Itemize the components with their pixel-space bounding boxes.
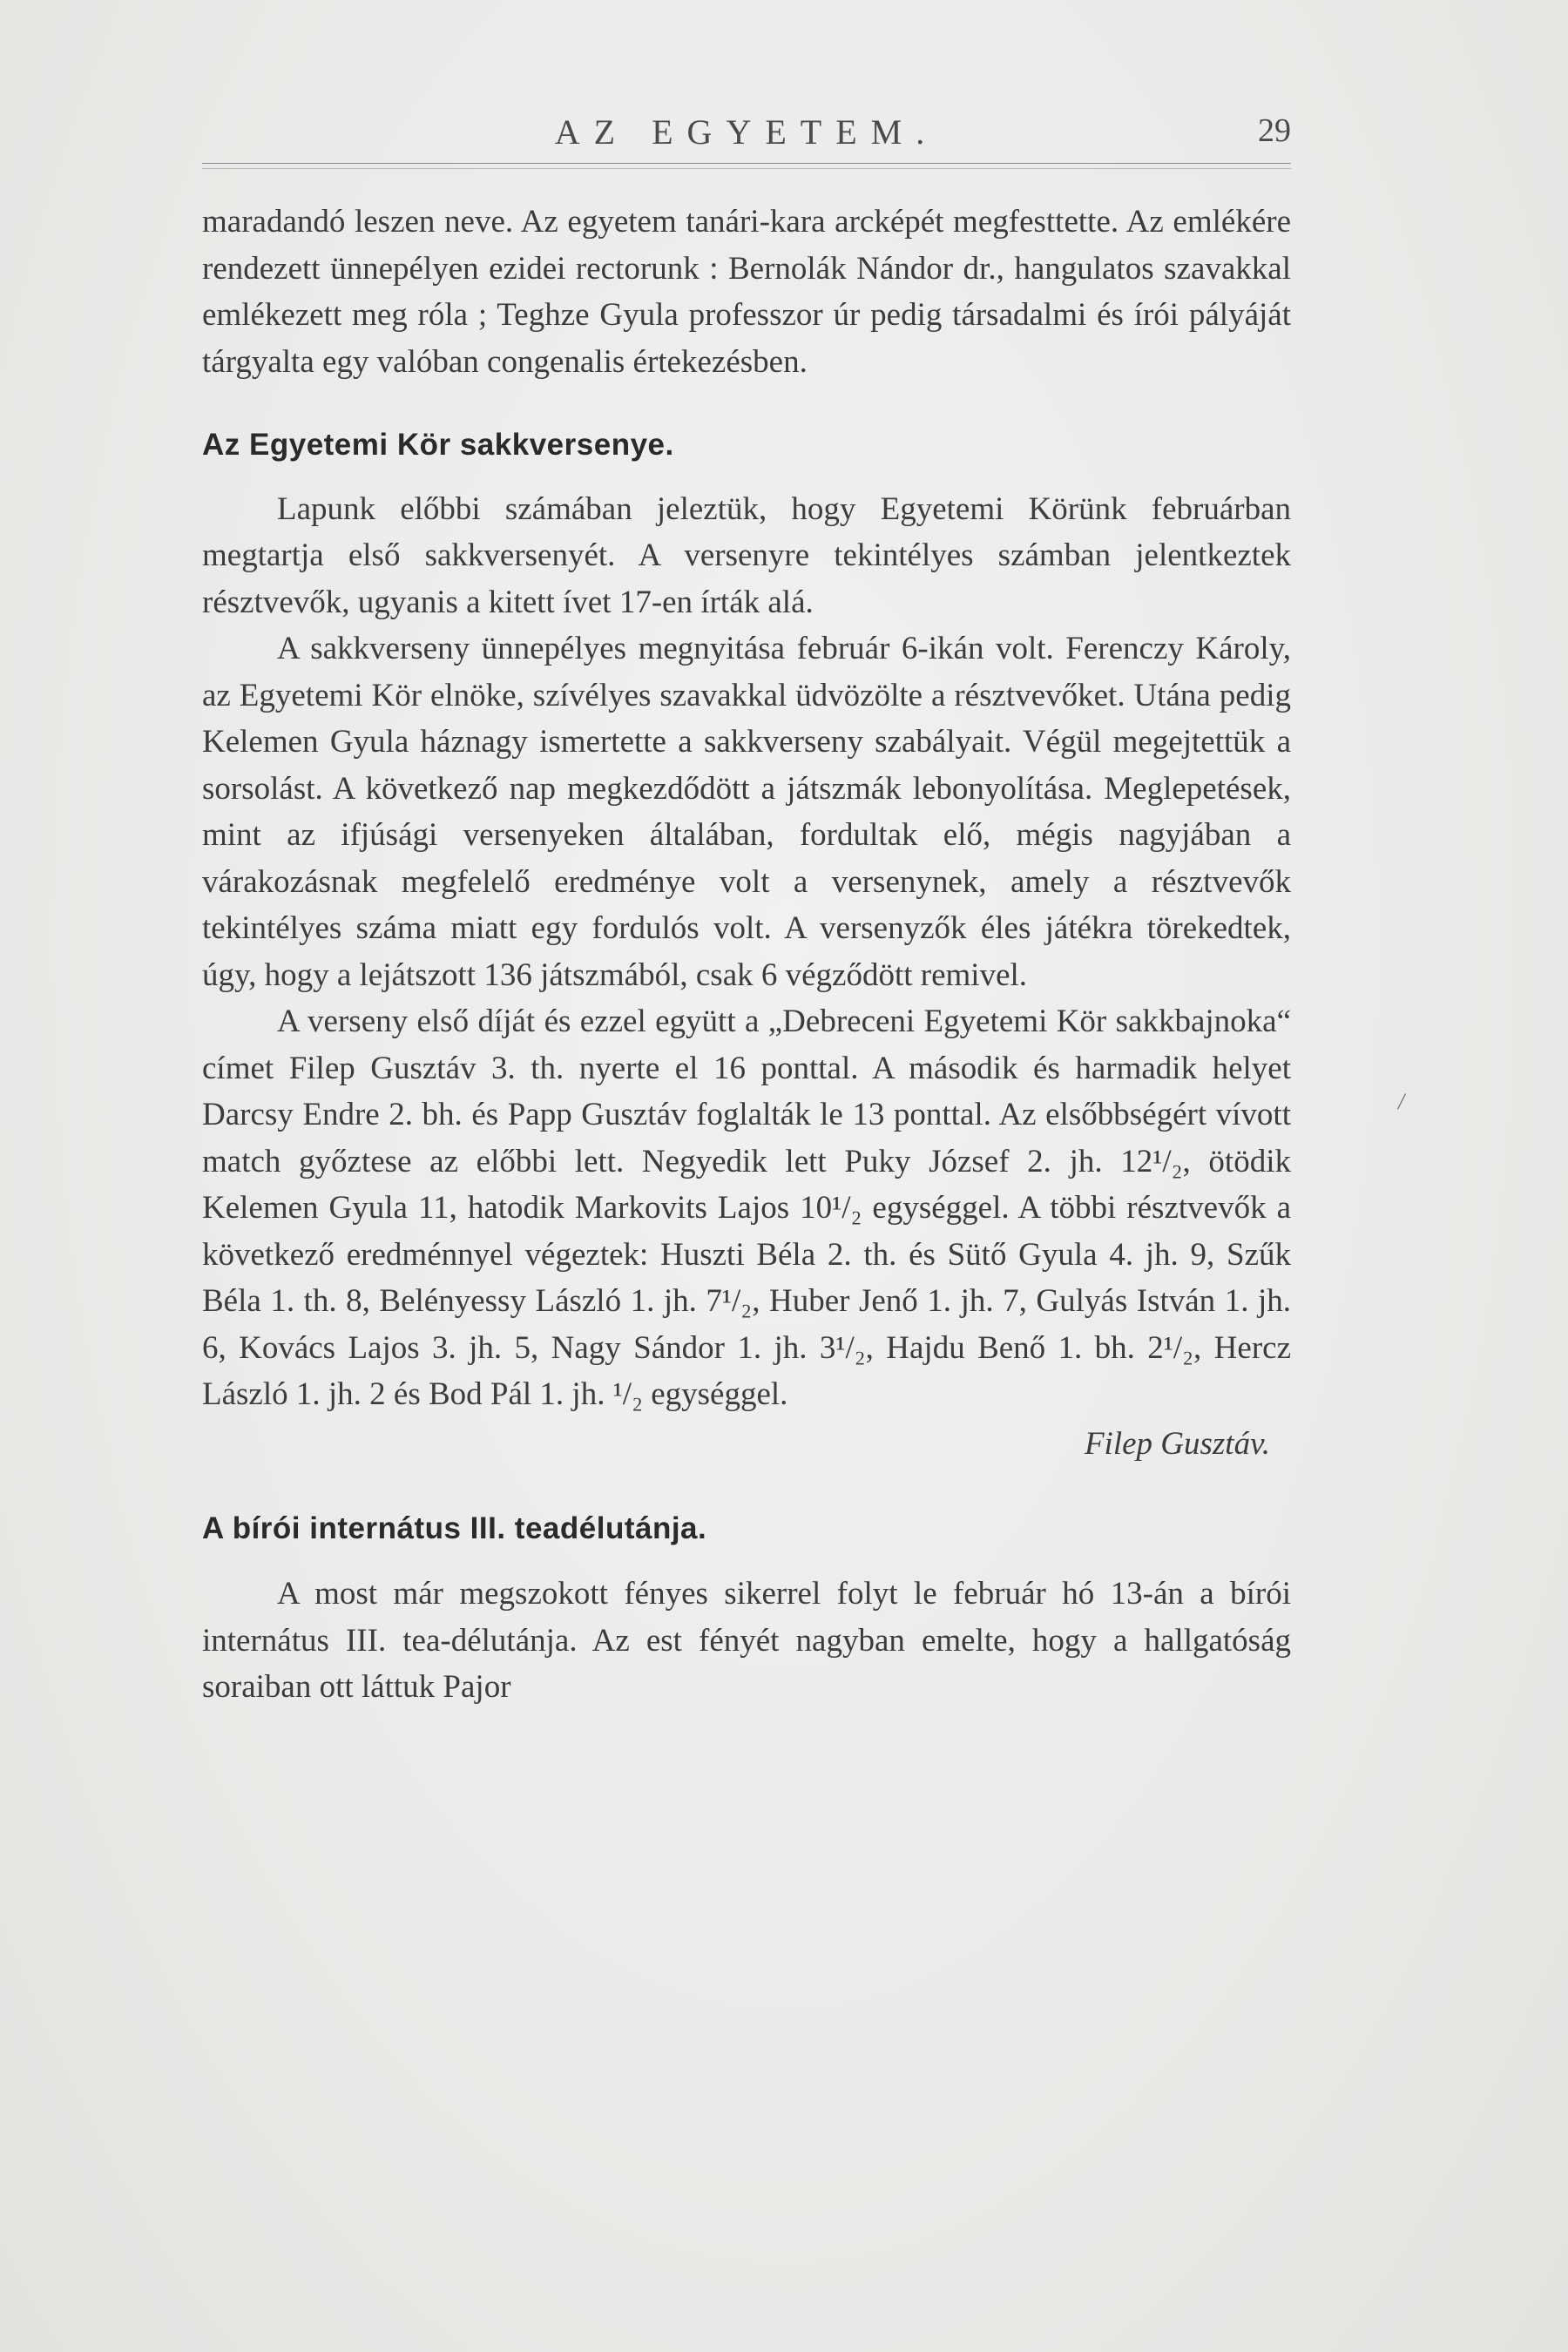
page-number: 29 xyxy=(1258,112,1291,149)
header-rule xyxy=(202,163,1291,164)
signature: Filep Gusztáv. xyxy=(1084,1425,1270,1462)
paragraph-chess-opening: A sakkverseny ünnepélyes megnyitása február 6-ikán volt. Ferenczy Károly, az Egyetemi Kör elnöke, szívélyes szavakkal üdvözölte a résztvevőket. Utána pedig Kelemen Gyula háznagy ismertette a sakkverseny szabályait. Végül megejtettük a sorsolást. A következő nap megkezdődött a játszmák lebonyolítása. Meglepetések, mint az ifjúsági versenyeken általában, fordultak elő, mégis nagyjában a várakozásnak megfelelő eredménye volt a versenynek, amely a résztvevők tekintélyes száma miatt egy fordulós volt. A versenyzők éles játékra törekedtek, úgy, hogy a lejátszott 136 játszmából, csak 6 végződött remivel. xyxy=(202,631,1291,993)
page-body xyxy=(202,199,1291,1711)
running-head xyxy=(202,112,1291,157)
margin-mark: / xyxy=(1398,1089,1405,1114)
paragraph-portrait: maradandó leszen neve. Az egyetem tanári-kara arcképét megfesttette. Az emlékére rendezett ünnepélyen ezidei rectorunk : Bernolák Nándor dr., hangulatos szavakkal emlékezett meg róla ; Teghze Gyula professzor úr pedig társadalmi és írói pályáját tárgyalta egy valóban congenalis értekezésben. xyxy=(202,204,1291,380)
paragraph-chess-results: A verseny első díját és ezzel együtt a „Debreceni Egyetemi Kör sakkbajnoka“ címet Filep Gusztáv 3. th. nyerte el 16 ponttal. A második és harmadik helyet Darcsy Endre 2. bh. és Papp Gusztáv foglalták le 13 ponttal. Az elsőbbségért vívott match győztese az előbbi lett. Negyedik lett Puky József 2. jh. 12¹/₂, ötödik Kelemen Gyula 11, hatodik Markovits Lajos 10¹/₂ egységgel. A többi résztvevők a következő eredménnyel végeztek: Huszti Béla 2. th. és Sütő Gyula 4. jh. 9, Szűk Béla 1. th. 8, Belényessy László 1. jh. 7¹/₂, Huber Jenő 1. jh. 7, Gulyás István 1. jh. 6, Kovács Lajos 3. jh. 5, Nagy Sándor 1. jh. 3¹/₂, Hajdu Benő 1. bh. 2¹/₂, Hercz László 1. jh. 2 és Bod Pál 1. jh. ¹/₂ egységgel. xyxy=(202,1004,1291,1412)
paragraph-chess-intro: Lapunk előbbi számában jeleztük, hogy Egyetemi Körünk februárban megtartja első sakkversenyét. A versenyre tekintélyes számban jelentkeztek résztvevők, ugyanis a kitett ívet 17-en írták alá. xyxy=(202,490,1291,620)
paragraph-tea-afternoon: A most már megszokott fényes sikerrel folyt le február hó 13-án a bírói internátus III. tea-délutánja. Az est fényét nagyban emelte, hogy a hallgatóság soraiban ott láttuk Pajor xyxy=(202,1576,1291,1705)
header-rule-thin xyxy=(202,168,1291,169)
running-title: AZ EGYETEM. xyxy=(554,112,939,152)
heading-tea-afternoon: A bírói internátus III. teadélutánja. xyxy=(202,1511,707,1545)
heading-chess-tournament: Az Egyetemi Kör sakkversenye. xyxy=(202,428,674,462)
